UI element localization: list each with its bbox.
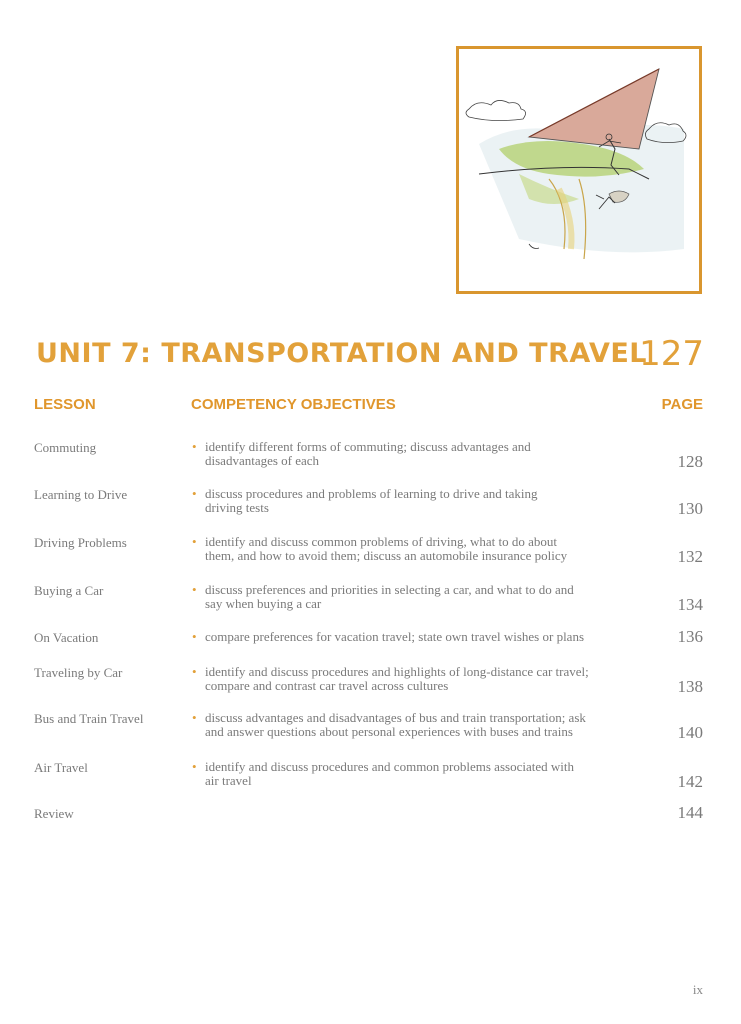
competency-objective xyxy=(192,711,662,739)
bullet-icon: • xyxy=(192,710,197,725)
lesson-page: 130 xyxy=(677,499,703,518)
lesson-page: 138 xyxy=(677,677,703,696)
bullet-icon: • xyxy=(192,582,197,597)
lesson-page: 136 xyxy=(677,627,703,646)
competency-objective xyxy=(192,487,662,515)
competency-objective xyxy=(192,665,662,693)
objective-line: compare preferences for vacation travel; state own travel wishes or plans xyxy=(205,629,585,644)
competency-objective xyxy=(192,630,662,644)
unit-heading xyxy=(36,334,704,378)
lesson-page: 132 xyxy=(677,547,703,566)
objective-line: identify and discuss common problems of driving, what to do about xyxy=(205,534,558,549)
unit-title: UNIT 7: TRANSPORTATION AND TRAVEL xyxy=(36,338,647,369)
lesson-page: 140 xyxy=(677,723,703,742)
competency-objective xyxy=(192,440,662,468)
lesson-name: Commuting xyxy=(34,440,97,455)
lesson-page: 128 xyxy=(677,452,703,471)
lesson-name: Bus and Train Travel xyxy=(34,711,144,726)
competency-objective xyxy=(192,583,662,611)
objective-line: discuss preferences and priorities in selecting a car, and what to do and xyxy=(205,582,574,597)
lesson-page: 142 xyxy=(677,772,703,791)
column-header-objectives: COMPETENCY OBJECTIVES xyxy=(191,396,396,413)
objective-line: discuss procedures and problems of learning to drive and taking xyxy=(205,486,538,501)
lesson-name: Air Travel xyxy=(34,760,88,775)
bullet-icon: • xyxy=(192,629,197,644)
objective-line: disadvantages of each xyxy=(205,453,320,468)
lesson-page: 144 xyxy=(677,803,703,822)
objective-line: and answer questions about personal experiences with buses and trains xyxy=(205,724,573,739)
objective-line: air travel xyxy=(205,773,252,788)
bullet-icon: • xyxy=(192,439,197,454)
unit-start-page: 127 xyxy=(639,334,704,374)
objective-line: identify and discuss procedures and highlights of long-distance car travel; xyxy=(205,664,589,679)
column-header-page: PAGE xyxy=(661,396,703,413)
objective-line: say when buying a car xyxy=(205,596,322,611)
lesson-page: 134 xyxy=(677,595,703,614)
bullet-icon: • xyxy=(192,486,197,501)
hang-glider-illustration xyxy=(459,49,699,291)
competency-objective xyxy=(192,535,662,563)
bullet-icon: • xyxy=(192,664,197,679)
lesson-name: Traveling by Car xyxy=(34,665,123,680)
bullet-icon: • xyxy=(192,534,197,549)
objective-line: discuss advantages and disadvantages of bus and train transportation; ask xyxy=(205,710,586,725)
objective-line: identify and discuss procedures and common problems associated with xyxy=(205,759,574,774)
objective-line: driving tests xyxy=(205,500,269,515)
page-number: ix xyxy=(692,982,703,997)
lesson-name: Learning to Drive xyxy=(34,487,128,502)
column-header-lesson: LESSON xyxy=(34,396,96,413)
illustration-frame xyxy=(456,46,702,294)
competency-objective xyxy=(192,760,662,788)
objective-line: them, and how to avoid them; discuss an automobile insurance policy xyxy=(205,548,568,563)
lesson-name: Driving Problems xyxy=(34,535,127,550)
bullet-icon: • xyxy=(192,759,197,774)
lesson-name: Buying a Car xyxy=(34,583,104,598)
objective-line: identify different forms of commuting; discuss advantages and xyxy=(205,439,531,454)
lesson-name: Review xyxy=(34,806,74,821)
objective-line: compare and contrast car travel across cultures xyxy=(205,678,449,693)
lesson-name: On Vacation xyxy=(34,630,99,645)
